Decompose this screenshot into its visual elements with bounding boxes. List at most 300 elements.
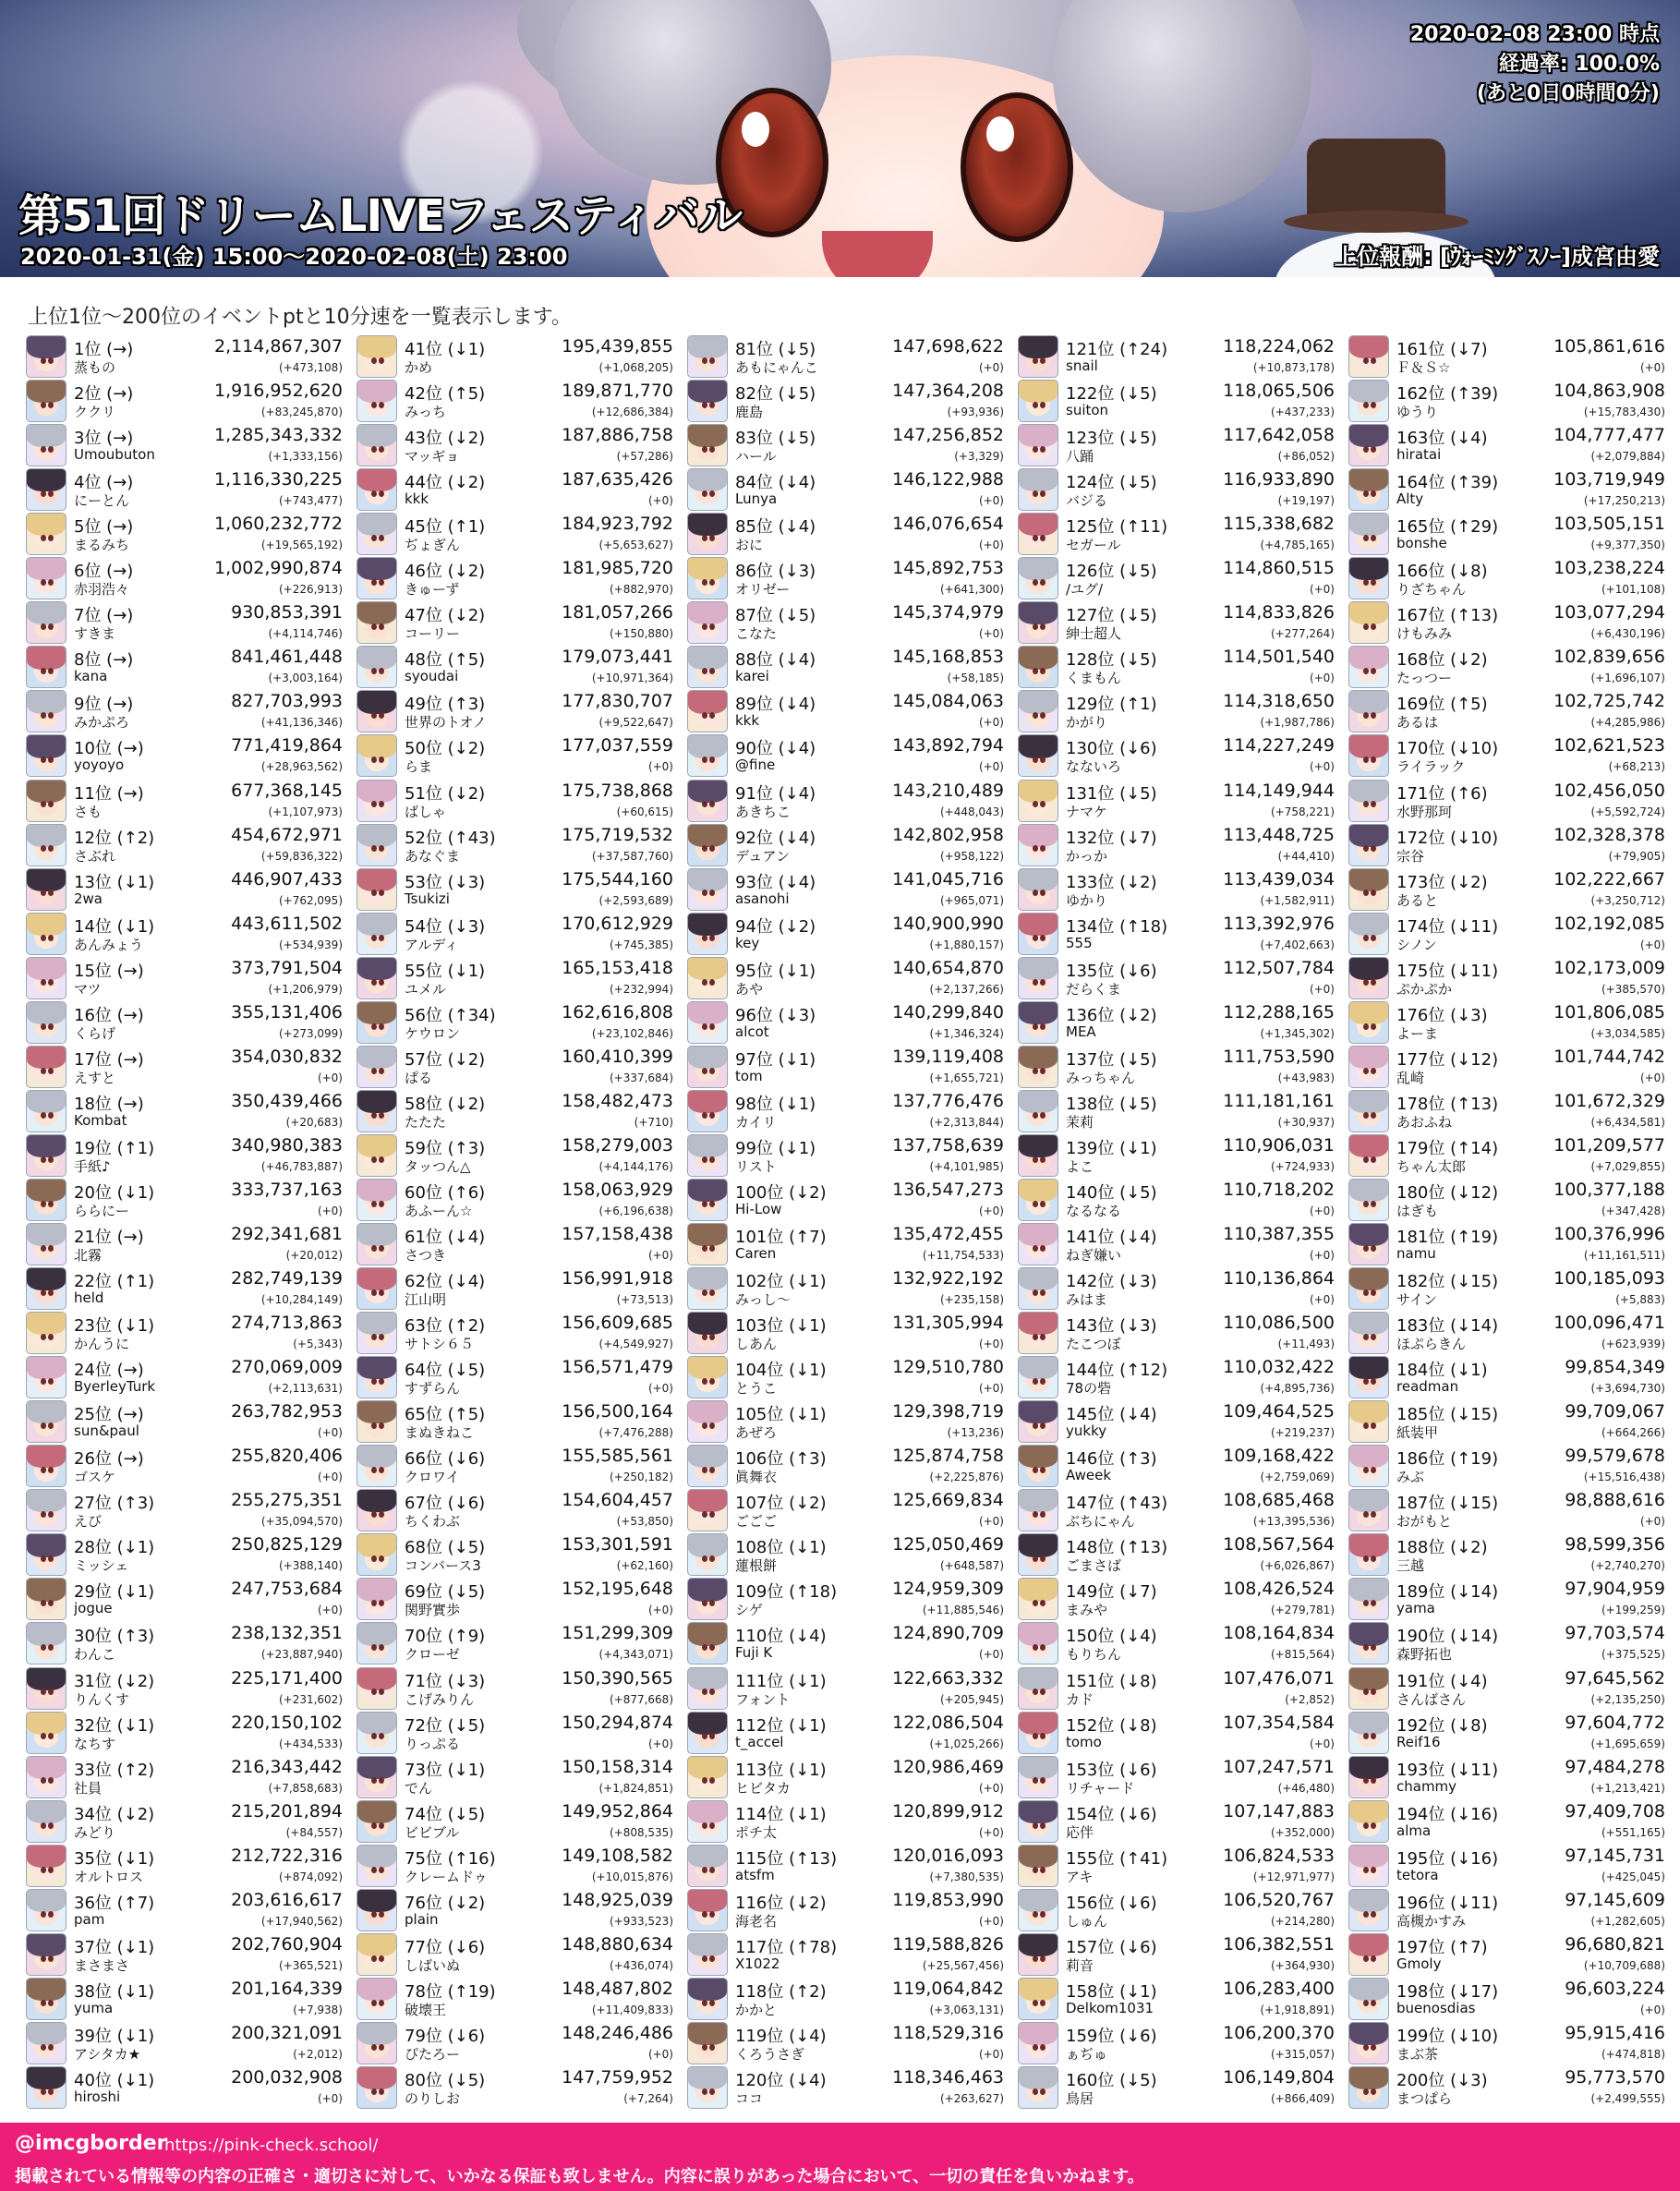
ten-minute-gain: (+315,057)	[1270, 2047, 1335, 2061]
avatar-eye	[371, 1201, 377, 1207]
event-points: 119,064,842	[892, 1978, 1004, 1999]
ranking-entry	[22, 1887, 345, 1931]
avatar-hair	[688, 1890, 727, 1912]
player-name: Delkom1031	[1066, 1999, 1154, 2016]
rank-label: 145位 (↓4)	[1066, 1405, 1157, 1425]
player-name: みどり	[74, 1823, 116, 1841]
event-points: 151,299,309	[562, 1623, 673, 1644]
avatar-eye	[702, 801, 707, 807]
ranking-entry	[1014, 1620, 1337, 1664]
ranking-entry	[1014, 1887, 1337, 1931]
event-points: 137,758,639	[892, 1134, 1004, 1156]
avatar-eye	[371, 2000, 377, 2006]
avatar	[1348, 780, 1389, 822]
player-name: かかと	[735, 2001, 778, 2018]
ten-minute-gain: (+664,266)	[1601, 1426, 1665, 1440]
rank-label: 167位 (↑13)	[1396, 606, 1499, 626]
ranking-entry	[22, 822, 345, 866]
ten-minute-gain: (+808,535)	[609, 1825, 673, 1839]
rank-label: 96位 (↓3)	[735, 1005, 816, 1025]
player-name: コンバース3	[405, 1557, 481, 1575]
event-points: 112,507,784	[1223, 957, 1335, 978]
ten-minute-gain: (+1,695,659)	[1590, 1737, 1665, 1750]
ten-minute-gain: (+235,158)	[939, 1293, 1004, 1307]
avatar	[357, 1312, 397, 1354]
player-name: セガール	[1066, 537, 1121, 554]
event-points: 170,612,929	[562, 913, 673, 934]
player-name: Hi-Low	[735, 1200, 782, 1217]
avatar-hair	[1019, 869, 1058, 891]
avatar	[687, 1445, 728, 1487]
ranking-entry	[22, 378, 345, 422]
player-name: アシタカ★	[74, 2045, 141, 2063]
avatar-hair	[27, 1623, 66, 1645]
avatar-eye	[371, 801, 377, 807]
avatar-hair	[1019, 958, 1058, 980]
rank-label: 73位 (↓1)	[405, 1760, 486, 1780]
event-points: 125,669,834	[892, 1490, 1004, 1511]
avatar	[687, 646, 728, 688]
avatar	[357, 513, 397, 555]
event-points: 189,871,770	[562, 381, 673, 402]
rank-label: 157位 (↓6)	[1066, 1937, 1157, 1957]
event-points: 96,680,821	[1565, 1933, 1665, 1955]
avatar-eye	[371, 1334, 377, 1340]
avatar-hair	[357, 1002, 396, 1024]
avatar-hair	[688, 1934, 727, 1956]
avatar-hair	[357, 336, 396, 358]
avatar-hair	[357, 1268, 396, 1290]
avatar	[26, 1578, 66, 1620]
avatar	[26, 1090, 66, 1132]
ten-minute-gain: (+874,092)	[278, 1870, 343, 1883]
avatar-eye	[709, 1955, 715, 1962]
rank-label: 91位 (↓4)	[735, 783, 816, 804]
event-points: 158,482,473	[562, 1090, 673, 1111]
avatar-eye	[702, 1467, 707, 1473]
avatar-eye	[41, 979, 46, 986]
avatar-eye	[1040, 1955, 1045, 1962]
ten-minute-gain: (+6,434,581)	[1590, 1115, 1665, 1129]
ten-minute-gain: (+0)	[978, 760, 1004, 774]
avatar-eye	[371, 357, 377, 364]
rank-label: 95位 (↓1)	[735, 961, 816, 981]
event-points: 148,487,802	[562, 1978, 673, 1999]
ranking-entry	[22, 2064, 345, 2109]
avatar-eye	[379, 1201, 384, 1207]
ten-minute-gain: (+710)	[634, 1115, 673, 1129]
avatar-eye	[702, 579, 707, 586]
rank-label: 148位 (↑13)	[1066, 1538, 1168, 1558]
ranking-entry	[1014, 1044, 1337, 1088]
rank-label: 64位 (↓5)	[405, 1361, 486, 1381]
ranking-entry	[1014, 999, 1337, 1044]
rank-label: 137位 (↓5)	[1066, 1049, 1157, 1070]
event-points: 454,672,971	[231, 824, 343, 845]
avatar	[1018, 913, 1058, 955]
rank-label: 162位 (↑39)	[1396, 384, 1499, 405]
avatar-hair	[357, 2023, 396, 2045]
player-name: namu	[1396, 1245, 1436, 1262]
avatar-eye	[48, 1867, 54, 1873]
avatar-eye	[709, 1112, 715, 1119]
ranking-entry	[353, 1310, 676, 1354]
avatar-eye	[41, 712, 46, 719]
event-points: 1,116,330,225	[213, 469, 343, 490]
rank-label: 151位 (↓8)	[1066, 1671, 1157, 1691]
avatar-eye	[48, 1289, 54, 1296]
avatar	[1018, 1845, 1058, 1887]
avatar-eye	[1371, 2044, 1376, 2051]
player-name: みかぷろ	[74, 714, 130, 732]
event-points: 116,933,890	[1223, 469, 1335, 490]
footer-bar	[0, 2123, 1680, 2191]
avatar	[357, 601, 397, 644]
ranking-entry	[22, 1976, 345, 2020]
rank-label: 110位 (↓4)	[735, 1627, 827, 1647]
ten-minute-gain: (+17,940,562)	[260, 1914, 343, 1928]
ten-minute-gain: (+11,161,511)	[1583, 1249, 1665, 1262]
player-name: pam	[74, 1910, 105, 1928]
avatar	[1348, 424, 1389, 466]
player-name: あもにゃんこ	[735, 359, 818, 376]
ten-minute-gain: (+214,280)	[1270, 1914, 1335, 1928]
rank-label: 127位 (↓5)	[1066, 606, 1157, 626]
rank-label: 59位 (↑3)	[405, 1138, 486, 1158]
avatar	[26, 646, 66, 688]
ten-minute-gain: (+11,409,833)	[591, 2003, 673, 2016]
avatar	[1348, 913, 1389, 955]
avatar	[1018, 335, 1058, 378]
ten-minute-gain: (+745,385)	[609, 938, 673, 951]
player-name: こげみりん	[405, 1690, 475, 1708]
rank-label: 121位 (↑24)	[1066, 340, 1168, 359]
avatar	[1348, 513, 1389, 555]
ten-minute-gain: (+1,824,851)	[598, 1781, 673, 1795]
event-points: 156,609,685	[562, 1313, 673, 1334]
ten-minute-gain: (+6,430,196)	[1590, 627, 1665, 641]
avatar-eye	[709, 1068, 715, 1074]
avatar-hair	[357, 1047, 396, 1069]
player-name: かっか	[1066, 847, 1108, 865]
avatar-eye	[702, 1600, 707, 1606]
rank-label: 62位 (↓4)	[405, 1272, 486, 1292]
avatar-hair	[688, 958, 727, 980]
player-name: マッギョ	[405, 448, 460, 466]
avatar-eye	[1033, 1289, 1038, 1296]
ranking-entry	[353, 466, 676, 511]
player-name: でん	[405, 1779, 433, 1797]
avatar-eye	[1363, 801, 1369, 807]
avatar-hair	[27, 1713, 66, 1735]
player-name: kkk	[405, 490, 429, 508]
rank-label: 67位 (↓6)	[405, 1494, 486, 1514]
ten-minute-gain: (+0)	[978, 1648, 1004, 1662]
player-name: りっぷる	[405, 1735, 461, 1752]
ten-minute-gain: (+1,068,205)	[598, 361, 673, 374]
avatar	[687, 1223, 728, 1265]
ten-minute-gain: (+6,196,638)	[598, 1204, 673, 1217]
ranking-entry	[1014, 1710, 1337, 1754]
player-name: だらくま	[1066, 980, 1122, 998]
avatar-eye	[48, 1822, 54, 1829]
rank-label: 176位 (↓3)	[1396, 1005, 1488, 1025]
player-name: ぷかぷか	[1396, 980, 1453, 998]
ranking-entry	[683, 1354, 1007, 1398]
avatar-hair	[357, 1579, 396, 1601]
rank-label: 175位 (↓11)	[1396, 961, 1499, 981]
avatar-hair	[688, 1091, 727, 1113]
intro-text: 上位1位～200位のイベントptと10分速を一覧表示します。	[28, 306, 572, 329]
ranking-entry	[22, 1443, 345, 1487]
event-points: 270,069,009	[231, 1357, 343, 1378]
avatar-eye	[702, 757, 707, 763]
avatar-eye	[48, 1023, 54, 1030]
avatar-eye	[1033, 1201, 1038, 1207]
player-name: きゅーず	[405, 581, 460, 599]
avatar-eye	[371, 1911, 377, 1918]
avatar	[357, 1134, 397, 1177]
avatar	[26, 1667, 66, 1710]
player-name: Reif16	[1396, 1733, 1441, 1750]
ten-minute-gain: (+15,516,438)	[1583, 1471, 1665, 1484]
event-points: 1,285,343,332	[213, 425, 343, 446]
avatar	[1018, 1667, 1058, 1710]
avatar	[1018, 780, 1058, 822]
ranking-entry	[683, 1531, 1007, 1576]
ranking-entry	[1345, 1487, 1668, 1531]
player-name: Alty	[1396, 490, 1424, 508]
avatar-eye	[1363, 1112, 1369, 1119]
rank-label: 98位 (↓1)	[735, 1094, 816, 1114]
avatar-eye	[1363, 579, 1369, 586]
avatar-hair	[1019, 1091, 1058, 1113]
avatar-eye	[1040, 1023, 1045, 1030]
ranking-entry	[1345, 1576, 1668, 1620]
ten-minute-gain: (+0)	[1639, 1515, 1665, 1529]
avatar-eye	[702, 1511, 707, 1518]
rank-label: 74位 (↓5)	[405, 1804, 486, 1824]
event-points: 446,907,433	[231, 868, 343, 890]
player-name: tomo	[1066, 1733, 1102, 1750]
avatar-eye	[709, 1245, 715, 1252]
player-name: らま	[405, 758, 433, 776]
avatar-eye	[379, 357, 384, 364]
ranking-entry	[1014, 1088, 1337, 1132]
event-points: 107,354,584	[1223, 1712, 1335, 1733]
event-points: 184,923,792	[562, 514, 673, 535]
avatar-hair	[27, 1047, 66, 1069]
avatar-eye	[1033, 979, 1038, 986]
ten-minute-gain: (+231,602)	[278, 1692, 343, 1706]
event-points: 155,585,561	[562, 1446, 673, 1467]
avatar	[1348, 557, 1389, 599]
player-name: hiroshi	[74, 2088, 121, 2105]
ranking-entry	[22, 1265, 345, 1310]
event-points: 111,181,161	[1223, 1090, 1335, 1111]
event-points: 99,709,067	[1565, 1401, 1665, 1422]
ranking-entry	[1345, 644, 1668, 688]
ranking-entry	[353, 866, 676, 911]
event-points: 108,567,564	[1223, 1534, 1335, 1555]
avatar-hair	[688, 869, 727, 891]
avatar	[357, 1622, 397, 1664]
player-name: すずらん	[405, 1380, 461, 1398]
rank-label: 34位 (↓2)	[74, 1804, 155, 1824]
ten-minute-gain: (+758,221)	[1270, 805, 1335, 818]
avatar-hair	[1019, 1446, 1058, 1468]
ranking-entry	[1014, 1443, 1337, 1487]
ranking-entry	[22, 1931, 345, 1976]
avatar-hair	[1349, 647, 1388, 669]
player-name: マツ	[74, 980, 102, 998]
ranking-entry	[683, 1443, 1007, 1487]
event-points: 140,900,990	[892, 913, 1004, 934]
avatar-eye	[371, 712, 377, 719]
player-name: ミッシェ	[74, 1557, 129, 1575]
event-points: 153,301,591	[562, 1534, 673, 1555]
ranking-entry	[1014, 1665, 1337, 1710]
ranking-entry	[353, 1487, 676, 1531]
avatar-hair	[357, 1313, 396, 1335]
player-name: よーま	[1396, 1024, 1439, 1042]
avatar	[1348, 1889, 1389, 1931]
ten-minute-gain: (+250,182)	[609, 1471, 673, 1484]
avatar-hair	[357, 1668, 396, 1690]
rank-label: 144位 (↑12)	[1066, 1361, 1168, 1381]
avatar-hair	[1349, 602, 1388, 624]
player-name: ハール	[735, 448, 777, 466]
player-name: 鹿島	[735, 404, 764, 421]
ten-minute-gain: (+279,781)	[1270, 1604, 1335, 1617]
avatar-eye	[41, 2044, 46, 2051]
avatar-hair	[357, 781, 396, 803]
ranking-entry	[22, 555, 345, 599]
avatar	[687, 557, 728, 599]
avatar-hair	[1019, 381, 1058, 403]
ten-minute-gain: (+273,099)	[278, 1026, 343, 1040]
ranking-entry	[683, 1221, 1007, 1265]
avatar	[687, 424, 728, 466]
rank-label: 30位 (↑3)	[74, 1627, 155, 1647]
event-points: 143,892,794	[892, 735, 1004, 757]
avatar-hair	[688, 735, 727, 757]
avatar-hair	[27, 1846, 66, 1868]
avatar-hair	[688, 781, 727, 803]
rank-label: 43位 (↓2)	[405, 429, 486, 449]
event-points: 98,888,616	[1565, 1490, 1665, 1511]
ranking-entry	[683, 1798, 1007, 1843]
event-points: 1,916,952,620	[213, 381, 343, 402]
avatar-hair	[27, 1757, 66, 1779]
avatar	[26, 1134, 66, 1177]
rank-label: 139位 (↓1)	[1066, 1138, 1157, 1158]
rank-label: 186位 (↑19)	[1396, 1449, 1499, 1470]
avatar	[687, 913, 728, 955]
rank-label: 180位 (↓12)	[1396, 1182, 1499, 1203]
avatar-eye	[702, 1644, 707, 1651]
avatar-hair	[27, 1446, 66, 1468]
player-name: なないろ	[1066, 758, 1122, 776]
event-points: 104,777,477	[1553, 425, 1665, 446]
event-points: 187,635,426	[562, 469, 673, 490]
rank-label: 128位 (↓5)	[1066, 650, 1157, 671]
avatar-hair	[357, 469, 396, 491]
avatar-eye	[371, 402, 377, 408]
avatar-eye	[702, 1334, 707, 1340]
player-name: カイリ	[735, 1113, 777, 1131]
player-name: Tsukizi	[405, 890, 450, 907]
avatar-hair	[688, 691, 727, 713]
avatar-eye	[702, 1112, 707, 1119]
ten-minute-gain: (+68,213)	[1608, 760, 1665, 774]
site-url-link[interactable]: https://pink-check.school/	[164, 2136, 379, 2155]
rank-label: 27位 (↑3)	[74, 1494, 155, 1514]
avatar-eye	[702, 1689, 707, 1695]
avatar-hair	[357, 1934, 396, 1956]
event-points: 124,959,309	[892, 1579, 1004, 1600]
player-name: t_accel	[735, 1733, 784, 1750]
avatar-hair	[1349, 1757, 1388, 1779]
avatar	[687, 1267, 728, 1310]
rank-label: 158位 (↓1)	[1066, 1981, 1157, 2002]
avatar-hair	[27, 1135, 66, 1157]
avatar-hair	[1349, 1224, 1388, 1246]
ranking-entry	[22, 1044, 345, 1088]
ranking-entry	[353, 1754, 676, 1798]
player-name: カド	[1066, 1690, 1094, 1708]
avatar-hair	[1349, 1135, 1388, 1157]
avatar-eye	[1033, 1644, 1038, 1651]
ranking-entry	[683, 778, 1007, 822]
ranking-entry	[683, 1265, 1007, 1310]
avatar	[687, 1356, 728, 1398]
avatar	[26, 1622, 66, 1664]
avatar-eye	[702, 2088, 707, 2095]
rank-label: 69位 (↓5)	[405, 1582, 486, 1603]
avatar-hair	[688, 1357, 727, 1379]
avatar	[687, 1179, 728, 1221]
player-name: chammy	[1396, 1777, 1457, 1795]
event-points: 112,288,165	[1223, 1001, 1335, 1023]
avatar-hair	[1019, 1047, 1058, 1069]
avatar	[357, 1845, 397, 1887]
player-name: bonshe	[1396, 535, 1447, 552]
ranking-entry	[22, 1398, 345, 1443]
ranking-entry	[353, 1531, 676, 1576]
ranking-entry	[1014, 1843, 1337, 1887]
avatar	[357, 1578, 397, 1620]
twitter-handle-link[interactable]: @imcgborder	[15, 2132, 167, 2155]
rank-label: 49位 (↑3)	[405, 695, 486, 715]
avatar-eye	[379, 1245, 384, 1252]
ten-minute-gain: (+2,740,270)	[1590, 1559, 1665, 1573]
avatar	[26, 1223, 66, 1265]
ranking-entry	[683, 911, 1007, 955]
avatar	[1348, 957, 1389, 999]
avatar-eye	[48, 1911, 54, 1918]
avatar-hair	[27, 1668, 66, 1690]
ten-minute-gain: (+86,052)	[1277, 450, 1335, 464]
avatar-hair	[1019, 825, 1058, 847]
avatar-eye	[1363, 1201, 1369, 1207]
player-name: kkk	[735, 712, 760, 730]
ranking-entry	[1014, 1398, 1337, 1443]
avatar-hair	[27, 647, 66, 669]
avatar-hair	[1349, 958, 1388, 980]
ranking-entry	[683, 1310, 1007, 1354]
avatar	[357, 380, 397, 422]
